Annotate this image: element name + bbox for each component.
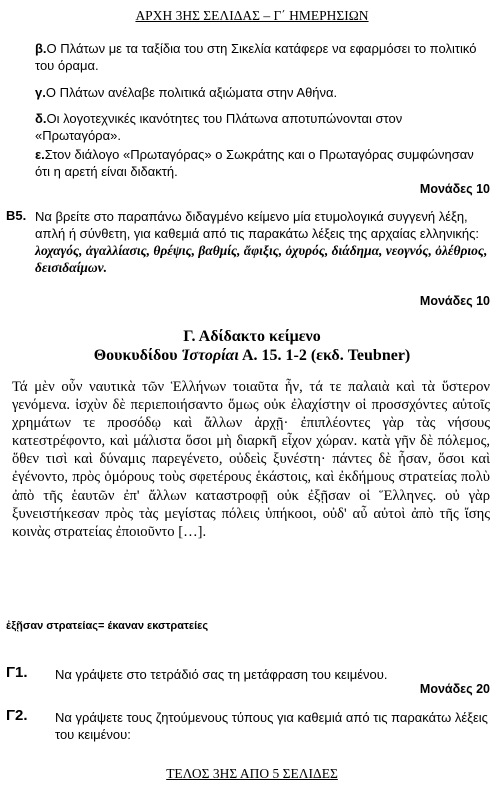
b5-question [35, 208, 493, 276]
page-footer: ΤΕΛΟΣ 3ΗΣ ΑΠΟ 5 ΣΕΛΙΔΕΣ [166, 766, 338, 781]
b5-words: λοχαγός, ἀγαλλίασις, θρέψις, βαθμίς, ἄφιξις, ὀχυρός, διάδημα, νεογνός, ὀλέθριος, δεισιδαίμων. [35, 243, 488, 275]
g2-text: Να γράψετε τους ζητούμενους τύπους για καθεμιά από τις παρακάτω λέξεις του κειμένου: [55, 710, 488, 742]
item-label: δ. [35, 111, 47, 126]
item-label: β. [35, 41, 47, 56]
b4-item-d [35, 110, 490, 144]
b4-monades: Μονάδες 10 [419, 182, 490, 196]
section-title: Γ. Αδίδακτο κείμενο [183, 328, 321, 345]
g1-text: Να γράψετε στο τετράδιό σας τη μετάφραση του κειμένου. [55, 667, 388, 682]
g1-monades: Μονάδες 20 [419, 682, 490, 696]
b5-text: Να βρείτε στο παραπάνω διδαγμένο κείμενο μία ετυμολογικά συγγενή λέξη, απλή ή σύνθετη, για καθεμιά από τις παρακάτω λέξεις της αρχαίας ελληνικής: [35, 209, 479, 241]
item-label: ε. [35, 147, 45, 162]
page-header: ΑΡΧΗ 3ΗΣ ΣΕΛΙΔΑΣ – Γ΄ ΗΜΕΡΗΣΙΩΝ [135, 8, 369, 23]
b4-item-b [35, 40, 490, 74]
b5-monades: Μονάδες 10 [419, 294, 490, 308]
subtitle-work: Ἱστορίαι [181, 347, 239, 364]
b4-item-e [35, 146, 490, 180]
item-label: γ. [35, 85, 46, 100]
subtitle-author: Θουκυδίδου [93, 347, 178, 364]
g2-label: Γ2. [6, 707, 28, 724]
item-text: Οι λογοτεχνικές ικανότητες του Πλάτωνα αποτυπώνονται στον «Πρωταγόρα». [35, 111, 403, 143]
section-subtitle [0, 347, 504, 365]
subtitle-ref: Α. 15. 1-2 (εκδ. Teubner) [241, 347, 411, 364]
gloss-note: ἐξῇσαν στρατείας= έκαναν εκστρατείες [6, 620, 209, 632]
g1-label: Γ1. [6, 664, 28, 681]
item-text: Ο Πλάτων με τα ταξίδια του στη Σικελία κατάφερε να εφαρμόσει το πολιτικό του όραμα. [35, 41, 477, 73]
b4-item-c [35, 84, 490, 101]
item-text: Στον διάλογο «Πρωταγόρας» ο Σωκράτης και ο Πρωταγόρας συμφώνησαν ότι η αρετή είναι διδακτή. [35, 147, 474, 179]
item-text: Ο Πλάτων ανέλαβε πολιτικά αξιώματα στην Αθήνα. [45, 85, 338, 100]
b5-label: Β5. [6, 208, 27, 223]
unseen-greek-text: Τά μὲν οὖν ναυτικὰ τῶν Ἑλλήνων τοιαῦτα ἦν, τά τε παλαιὰ καὶ τὰ ὕστερον γενόμενα. ἰσχὺν δὲ περιεποιήσαντο ὅμως οὐκ ἐλαχίστην οἱ προσσχόντες αὐτοῖς χρημάτων τε προσόδῳ καὶ ἄλλων ἀρχῇ· ἐπιπλέοντες γὰρ τὰς νήσους κατεστρέφοντο, καὶ μάλιστα ὅσοι μὴ διαρκῆ εἶχον χώραν. κατὰ γῆν δὲ πόλεμος, ὅθεν τισὶ καὶ δύναμις παρεγένετο, οὐδεὶς ξυνέστη· πάντες δὲ ἦσαν, ὅσοι καὶ ἐγένοντο, πρὸς ὁμόρους τοὺς σφετέρους ἑκάστοις, καὶ ἐκδήμους στρατείας πολὺ ἀπὸ τῆς ἑαυτῶν ἐπ' ἄλλων καταστροφῇ οὐκ ἐξῇσαν οἱ Ἕλληνες. οὐ γὰρ ξυνειστήκεσαν πρὸς τὰς μεγίστας πόλεις ὑπήκοοι, οὐδ' αὖ αὐτοὶ ἀπὸ τῆς ἴσης κοινὰς στρατείας ἐποιοῦντο […]. [12, 379, 490, 540]
